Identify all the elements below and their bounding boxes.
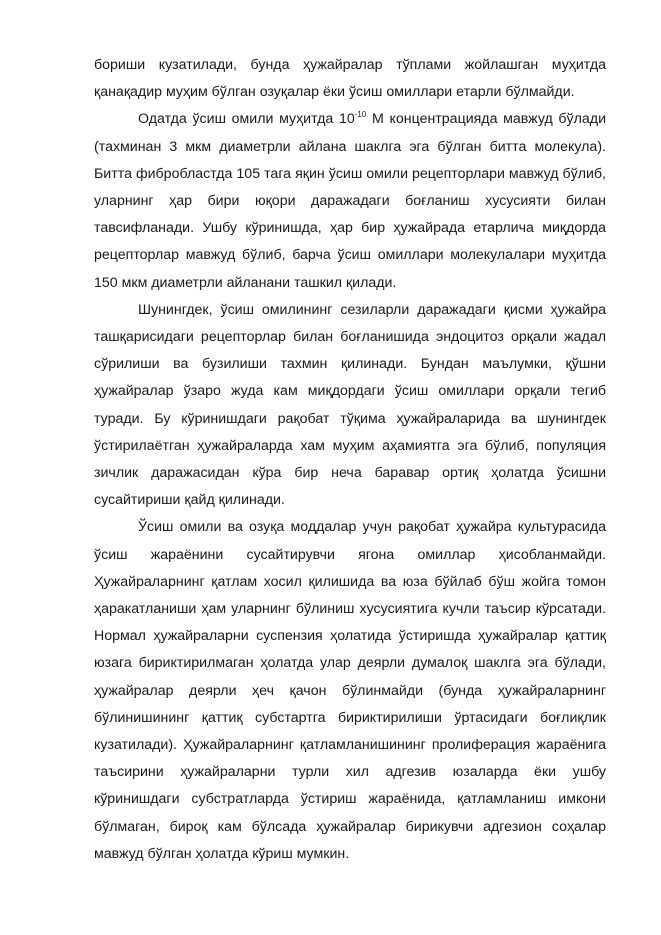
document-page [94,52,606,868]
paragraph-text-start: Одатда ўсиш омили муҳитда 10 [138,111,355,128]
paragraph-growth-factor-concentration [94,106,606,296]
paragraph-adhesion-proliferation: Ўсиш омили ва озуқа моддалар учун рақобат ҳужайра культурасида ўсиш жараёнини сусайтирувчи ягона омиллар ҳисобланмайди. Ҳужайраларнинг қатлам хосил қилишида ва юза бўйлаб бўш жойга томон ҳаракатланиши ҳам уларнинг бўлиниш хусусиятига кучли таъсир кўрсатади. Нормал ҳужайраларни суспензия ҳолатида ўстиришда ҳужайралар қаттиқ юзага бириктирилмаган ҳолатда улар деярли думалоқ шаклга эга бўлади, ҳужайралар деярли ҳеч қачон бўлинмайди (бунда ҳужайраларнинг бўлинишининг қаттиқ субстартга бириктирилиши ўртасидаги боғлиқлик кузатилади). Ҳужайраларнинг қатламланишининг пролиферация жараёнига таъсирини ҳужайраларни турли хил адгезив юзаларда ёки ушбу кўринишдаги субстратларда ўстириш жараёнида, қатламланиш имкони бўлмаган, бироқ кам бўлсада ҳужайралар бирикувчи адгезион соҳалар мавжуд бўлган ҳолатда кўриш мумкин. [94,519,606,862]
exponent-superscript: -10 [354,110,367,120]
paragraph-text-rest: М концентрацияда мавжуд бўлади (тахминан 3 мкм диаметрли айлана шаклга эга бўлган битта молекула). Битта фибробластда 105 тага яқин ўсиш омили рецепторлари мавжуд бўлиб, уларнинг ҳар бири юқори даражадаги боғланиш хусусияти билан тавсифланади. Ушбу кўринишда, ҳар бир ҳужайрада етарлича миқдорда рецепторлар мавжуд бўлиб, барча ўсиш омиллари молекулалари муҳитда 150 мкм диаметрли айланани ташкил қилади. [94,111,606,291]
paragraph-continuation: бориши кузатилади, бунда ҳужайралар тўплами жойлашган муҳитда қанақадир муҳим бўлган озуқалар ёки ўсиш омиллари етарли бўлмайди. [94,57,606,101]
paragraph-receptor-endocytosis: Шунингдек, ўсиш омилининг сезиларли даражадаги қисми ҳужайра ташқарисидаги рецепторлар билан боғланишида эндоцитоз орқали жадал сўрилиши ва бузилиши тахмин қилинади. Бундан маълумки, қўшни ҳужайралар ўзаро жуда кам миқдордаги ўсиш омиллари орқали тегиб туради. Бу кўринишдаги рақобат тўқима ҳужайраларида ва шунингдек ўстирилаётган ҳужайраларда хам муҳим аҳамиятга эга бўлиб, популяция зичлик даражасидан кўра бир неча баравар ортиқ ҳолатда ўсишни сусайтириши қайд қилинади. [94,301,606,509]
